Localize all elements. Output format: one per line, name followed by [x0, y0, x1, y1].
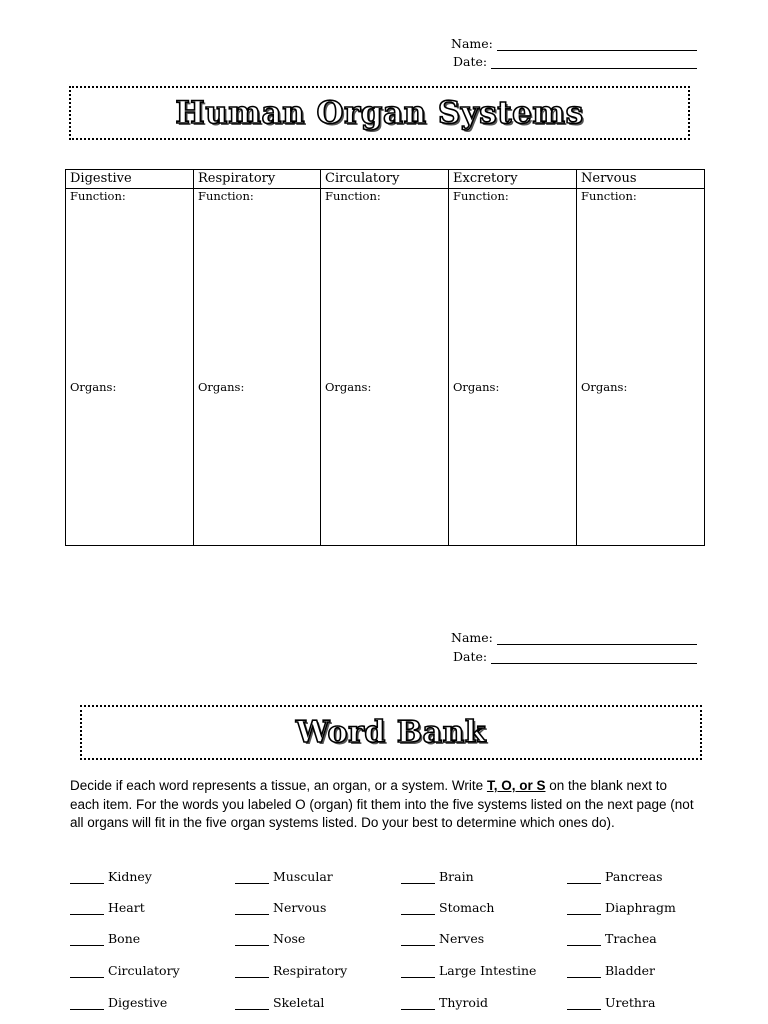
answer-blank[interactable]: [401, 933, 435, 946]
word-bank-item: [401, 931, 484, 946]
word-bank-item: [235, 869, 333, 884]
word-label: Heart: [108, 900, 145, 915]
date-blank[interactable]: [491, 650, 697, 664]
answer-blank[interactable]: [567, 933, 601, 946]
word-label: Nervous: [273, 900, 327, 915]
word-bank-item: [567, 869, 663, 884]
answer-blank[interactable]: [401, 965, 435, 978]
answer-blank[interactable]: [70, 902, 104, 915]
answer-blank[interactable]: [235, 965, 269, 978]
answer-blank[interactable]: [567, 997, 601, 1010]
word-label: Skeletal: [273, 995, 325, 1010]
word-bank-item: [235, 900, 326, 915]
word-label: Respiratory: [273, 963, 348, 978]
function-label: Function:: [70, 189, 126, 203]
answer-blank[interactable]: [235, 997, 269, 1010]
name-label: Name:: [451, 36, 493, 51]
column-header: Digestive: [66, 170, 194, 189]
word-label: Muscular: [273, 869, 333, 884]
word-bank-item: [235, 995, 324, 1010]
word-bank-item: [401, 900, 494, 915]
table-header-row: [66, 170, 705, 189]
organs-label: Organs:: [453, 380, 500, 394]
title-banner: [80, 705, 702, 760]
word-bank-item: [401, 869, 474, 884]
word-bank-item: [567, 931, 657, 946]
system-cell[interactable]: [194, 189, 321, 546]
word-bank-item: [567, 995, 655, 1010]
system-cell[interactable]: [66, 189, 194, 546]
word-label: Brain: [439, 869, 474, 884]
answer-blank[interactable]: [235, 933, 269, 946]
word-label: Nose: [273, 931, 306, 946]
word-label: Thyroid: [439, 995, 488, 1010]
word-bank-item: [70, 931, 140, 946]
word-label: Pancreas: [605, 869, 663, 884]
date-label: Date:: [453, 649, 488, 664]
instructions-text: Decide if each word represents a tissue, an organ, or a system. Write: [70, 778, 487, 793]
word-label: Bone: [108, 931, 141, 946]
word-bank-item: [567, 963, 655, 978]
answer-blank[interactable]: [235, 871, 269, 884]
date-field: [453, 649, 697, 664]
answer-blank[interactable]: [70, 871, 104, 884]
answer-blank[interactable]: [567, 965, 601, 978]
date-field: [453, 54, 697, 69]
date-label: Date:: [453, 54, 488, 69]
name-blank[interactable]: [497, 631, 697, 645]
word-bank-item: [70, 869, 152, 884]
word-label: Stomach: [439, 900, 495, 915]
instructions-text: on the blank next to each item. For the words you labeled O (organ) fit them into the five systems listed on the next page (not all organs will fit in the five organ systems listed. Do your best to determine which ones do).: [70, 778, 694, 830]
answer-blank[interactable]: [235, 902, 269, 915]
word-label: Large Intestine: [439, 963, 537, 978]
organs-label: Organs:: [70, 380, 117, 394]
system-cell[interactable]: [577, 189, 705, 546]
word-bank-item: [567, 900, 676, 915]
column-header: Excretory: [449, 170, 577, 189]
word-bank-item: [70, 995, 167, 1010]
word-label: Digestive: [108, 995, 168, 1010]
answer-blank[interactable]: [70, 997, 104, 1010]
word-bank-item: [70, 900, 145, 915]
name-label: Name:: [451, 630, 493, 645]
word-label: Nerves: [439, 931, 485, 946]
page-title: Human Organ Systems: [175, 95, 584, 131]
column-header: Nervous: [577, 170, 705, 189]
word-bank-item: [401, 963, 536, 978]
title-banner: [69, 86, 690, 140]
word-label: Bladder: [605, 963, 656, 978]
word-label: Kidney: [108, 869, 152, 884]
function-label: Function:: [325, 189, 381, 203]
column-header: Respiratory: [194, 170, 321, 189]
organs-label: Organs:: [198, 380, 245, 394]
word-bank-item: [235, 931, 305, 946]
name-field: [451, 36, 697, 51]
word-label: Trachea: [605, 931, 657, 946]
answer-blank[interactable]: [70, 933, 104, 946]
word-bank-item: [70, 963, 180, 978]
page-title: Word Bank: [295, 715, 487, 750]
answer-blank[interactable]: [401, 902, 435, 915]
table-body-row: [66, 189, 705, 546]
function-label: Function:: [453, 189, 509, 203]
word-label: Urethra: [605, 995, 656, 1010]
answer-blank[interactable]: [567, 902, 601, 915]
organs-label: Organs:: [325, 380, 372, 394]
organ-systems-table: [65, 169, 705, 546]
word-bank-item: [235, 963, 347, 978]
system-cell[interactable]: [321, 189, 449, 546]
function-label: Function:: [581, 189, 637, 203]
word-label: Circulatory: [108, 963, 180, 978]
name-blank[interactable]: [497, 37, 697, 51]
date-blank[interactable]: [491, 55, 697, 69]
function-label: Function:: [198, 189, 254, 203]
answer-blank[interactable]: [401, 997, 435, 1010]
word-label: Diaphragm: [605, 900, 676, 915]
word-bank-item: [401, 995, 488, 1010]
answer-blank[interactable]: [70, 965, 104, 978]
answer-choices: T, O, or S: [486, 778, 546, 793]
name-field: [451, 630, 697, 645]
system-cell[interactable]: [449, 189, 577, 546]
instructions: [70, 777, 700, 833]
answer-blank[interactable]: [401, 871, 435, 884]
organs-label: Organs:: [581, 380, 628, 394]
answer-blank[interactable]: [567, 871, 601, 884]
column-header: Circulatory: [321, 170, 449, 189]
